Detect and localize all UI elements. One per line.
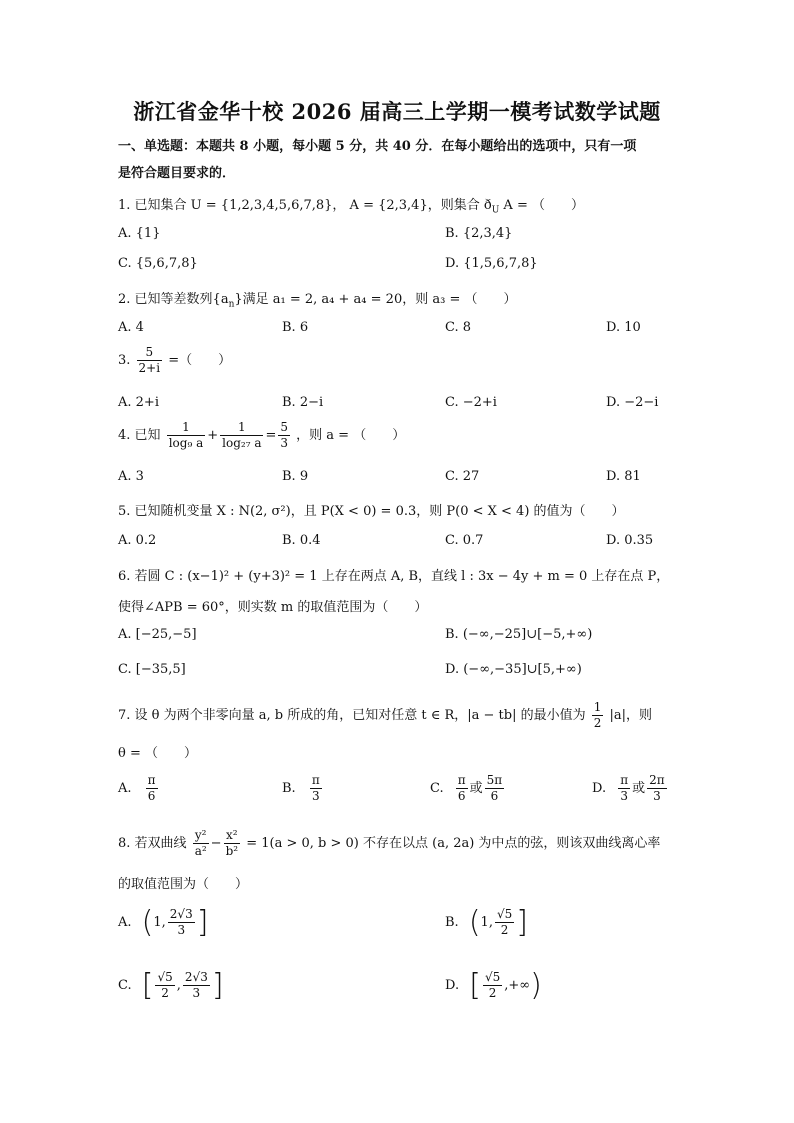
question-6: 6. 若圆 C : (x−1)² + (y+3)² = 1 上存在两点 A, B，直线 l : 3x − 4y + m = 0 上存在点 P， [118, 569, 670, 584]
question-4: 4. 已知 $\frac{1}{\text{log₉ a}}$ + $\frac{1}{\text{log₂₇ a}}$ = $\frac{5}{3}$ ，则 a = （ ） [118, 420, 406, 450]
q5-option-a[interactable]: A. 0.2 [118, 533, 157, 548]
q8-option-b[interactable]: B. (1, $\frac{√5}{2}$ ] [445, 905, 528, 940]
q4-option-a[interactable]: A. 3 [118, 469, 144, 484]
q8-fraction-2: $\frac{\text{x²}}{\text{b²}}$ [225, 828, 239, 858]
q7-option-a[interactable]: A. $\frac{\pi}{6}$ [118, 773, 156, 803]
question-7: 7. 设 θ 为两个非零向量 a, b 所成的角，已知对任意 t ∈ R，|a − tb| 的最小值为 $\frac{1}{2}$ |a|，则 [118, 700, 653, 730]
q8-fraction-1: $\frac{\text{y²}}{\text{a²}}$ [194, 828, 207, 858]
question-3: 3. $\frac{5}{2+i}$ =（ ） [118, 345, 232, 375]
question-8-line2: 的取值范围为（ ） [118, 877, 249, 892]
q8-option-d[interactable]: D. [ $\frac{√5}{2}$ ,+∞) [445, 968, 542, 1003]
question-6-line2: 使得∠APB = 60°，则实数 m 的取值范围为（ ） [118, 600, 428, 615]
q2-option-b[interactable]: B. 6 [282, 320, 309, 335]
q2-option-c[interactable]: C. 8 [445, 320, 472, 335]
q7-option-d[interactable]: D. $\frac{\pi}{3}$ 或 $\frac{2\pi}{3}$ [592, 773, 665, 803]
q7-option-b[interactable]: B. $\frac{\pi}{3}$ [282, 773, 320, 803]
q2-option-a[interactable]: A. 4 [118, 320, 144, 335]
section-heading-line1: 一、单选题：本题共 8 小题，每小题 5 分，共 40 分．在每小题给出的选项中，只有一项 [118, 139, 637, 154]
q6-option-a[interactable]: A. [−25,−5] [118, 627, 197, 642]
q5-option-b[interactable]: B. 0.4 [282, 533, 321, 548]
question-2-stem: 已知等差数列{a [134, 292, 229, 307]
q4-option-d[interactable]: D. 81 [606, 469, 641, 484]
q6-option-c[interactable]: C. [−35,5] [118, 662, 186, 677]
q6-option-b[interactable]: B. (−∞,−25]∪[−5,+∞) [445, 627, 593, 642]
q4-fraction-3: $\frac{5}{3}$ [280, 420, 289, 450]
question-1-stem: 已知集合 U = {1,2,3,4,5,6,7,8}， A = {2,3,4}，则集合 ð [134, 198, 492, 213]
question-5: 5. 已知随机变量 X : N(2, σ²)，且 P(X < 0) = 0.3，则 P(0 < X < 4) 的值为（ ） [118, 504, 625, 519]
page-title: 浙江省金华十校 2026 届高三上学期一模考试数学试题 [133, 99, 661, 124]
question-6-stem: 若圆 C : (x−1)² + (y+3)² = 1 上存在两点 A, B，直线 l : 3x − 4y + m = 0 上存在点 P， [134, 569, 670, 584]
q2-option-d[interactable]: D. 10 [606, 320, 641, 335]
q3-option-d[interactable]: D. −2−i [606, 395, 659, 410]
q4-fraction-2: $\frac{1}{\text{log₂₇ a}}$ [222, 420, 262, 450]
question-3-fraction: $\frac{5}{2+i}$ [138, 345, 161, 375]
q8-option-a[interactable]: A. (1, $\frac{2√3}{3}$ ] [118, 905, 209, 940]
q7-option-c[interactable]: C. $\frac{\pi}{6}$ 或 $\frac{5\pi}{6}$ [430, 773, 503, 803]
question-8: 8. 若双曲线 $\frac{\text{y²}}{\text{a²}}$ − $\frac{\text{x²}}{\text{b²}}$ = 1(a > 0, b > 0) 不存在以点 (a, 2a) 为中点的弦，则该双曲线离心率 [118, 828, 661, 858]
q4-option-c[interactable]: C. 27 [445, 469, 480, 484]
question-5-stem: 已知随机变量 X : N(2, σ²)，且 P(X < 0) = 0.3，则 P(0 < X < 4) 的值为（ ） [134, 504, 625, 519]
q1-option-a[interactable]: A. {1} [118, 226, 161, 241]
q1-option-c[interactable]: C. {5,6,7,8} [118, 256, 198, 271]
q6-option-d[interactable]: D. (−∞,−35]∪[5,+∞) [445, 662, 582, 677]
q3-option-c[interactable]: C. −2+i [445, 395, 497, 410]
q3-option-a[interactable]: A. 2+i [118, 395, 159, 410]
q7-fraction: $\frac{1}{2}$ [593, 700, 602, 730]
question-7-stem: 设 θ 为两个非零向量 a, b 所成的角，已知对任意 t ∈ R，|a − tb| 的最小值为 [134, 708, 586, 723]
question-2: 2. 已知等差数列$\{a_n\}$满足 a₁ = 2, a₄ + a₄ = 20，则 a₃ = （ ） [118, 292, 517, 310]
q4-fraction-1: $\frac{1}{\text{log₉ a}}$ [168, 420, 204, 450]
q5-option-c[interactable]: C. 0.7 [445, 533, 484, 548]
q4-option-b[interactable]: B. 9 [282, 469, 309, 484]
question-1-stem-tail: A = （ ） [503, 198, 584, 213]
question-2-stem-tail: }满足 a₁ = 2, a₄ + a₄ = 20，则 a₃ = （ ） [234, 292, 517, 307]
question-7-line2: θ = （ ） [118, 746, 197, 761]
section-heading-line2: 是符合题目要求的． [118, 166, 236, 181]
question-1: 1. 已知集合 U = {1,2,3,4,5,6,7,8}， A = {2,3,4}，则集合 $ð_U$ A = （ ） [118, 198, 584, 216]
q3-option-b[interactable]: B. 2−i [282, 395, 324, 410]
question-8-stem-tail: = 1(a > 0, b > 0) 不存在以点 (a, 2a) 为中点的弦，则该双曲线离心率 [246, 836, 661, 851]
q1-option-d[interactable]: D. {1,5,6,7,8} [445, 256, 538, 271]
q8-option-c[interactable]: C. [ $\frac{√5}{2}$ , $\frac{2√3}{3}$ ] [118, 968, 224, 1003]
q5-option-d[interactable]: D. 0.35 [606, 533, 654, 548]
q1-option-b[interactable]: B. {2,3,4} [445, 226, 513, 241]
